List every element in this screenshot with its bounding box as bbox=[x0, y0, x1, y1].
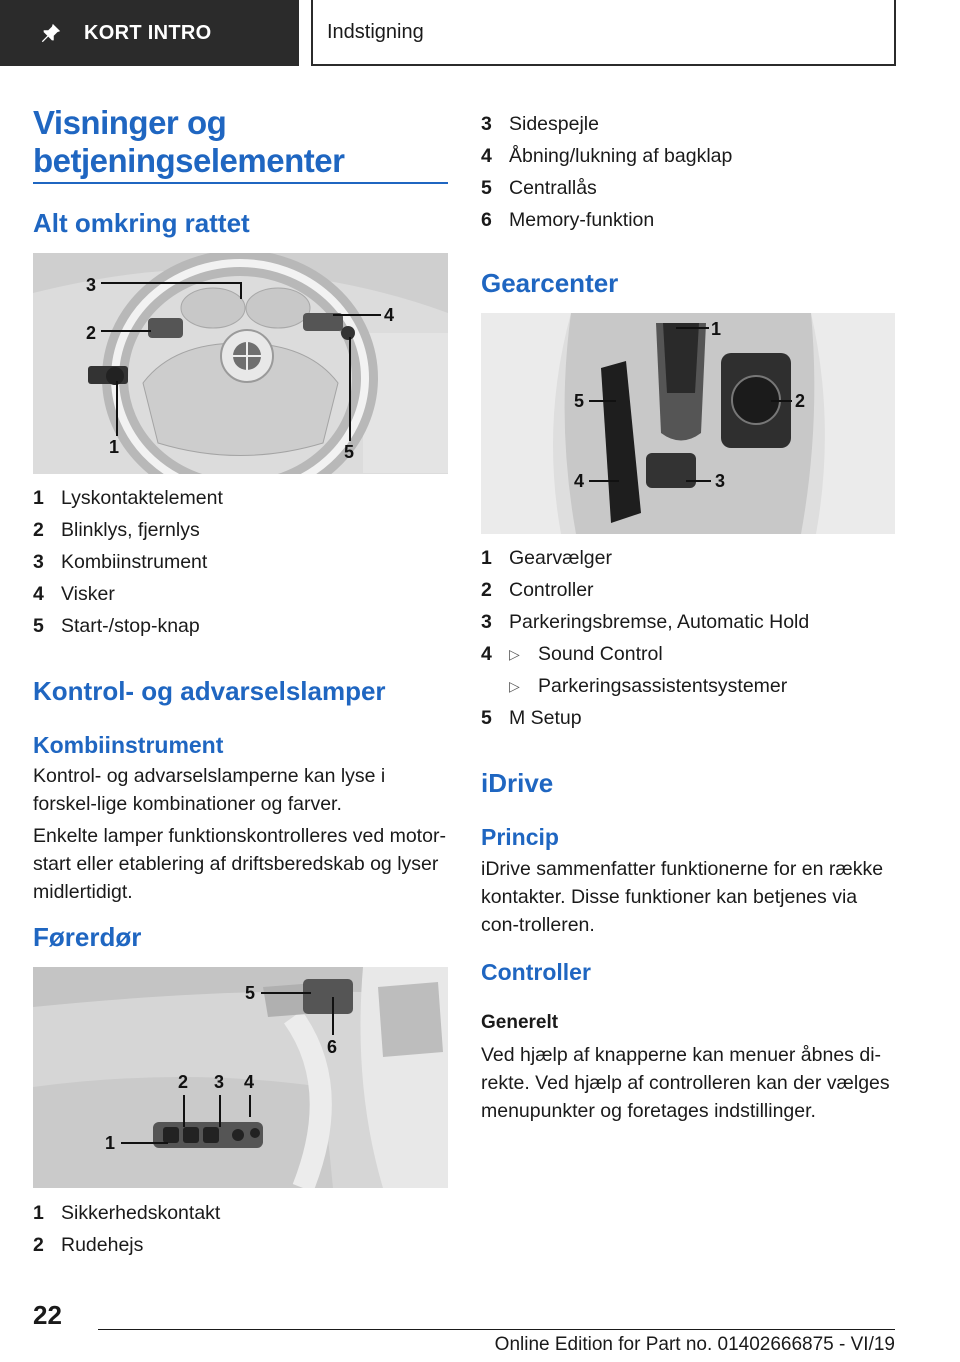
idrive-paragraph-1: iDrive sammenfatter funktionerne for en række kontakter. Disse funktioner kan betjenes via con-trolleren. bbox=[481, 858, 884, 936]
callout-1: 1 bbox=[105, 1133, 116, 1153]
list-item: 1 Gearvælger bbox=[481, 546, 612, 569]
idrive-heading: iDrive bbox=[481, 768, 554, 798]
list-item: 2 Blinklys, fjernlys bbox=[33, 518, 200, 541]
list-item: 6 Memory-funktion bbox=[481, 208, 655, 231]
callout-1: 1 bbox=[711, 319, 722, 339]
callout-4: 4 bbox=[244, 1072, 255, 1092]
list-item: 5 M Setup bbox=[481, 706, 582, 729]
list-item: 3 Parkeringsbremse, Automatic Hold bbox=[481, 610, 810, 633]
chapter-label: Indstigning bbox=[327, 20, 424, 43]
gear-center-list bbox=[481, 542, 896, 734]
list-item: 4 Åbning/lukning af bagklap bbox=[481, 144, 733, 167]
section-tab[interactable] bbox=[0, 0, 299, 66]
driver-door-list-left bbox=[33, 1197, 448, 1261]
callout-2: 2 bbox=[795, 391, 806, 411]
callout-3: 3 bbox=[715, 471, 726, 491]
callout-2: 2 bbox=[86, 323, 97, 343]
list-item: 1 Sikkerhedskontakt bbox=[33, 1201, 221, 1224]
driver-door-list-right bbox=[481, 108, 896, 236]
list-item: 2 Controller bbox=[481, 578, 594, 601]
list-item: 3 Sidespejle bbox=[481, 112, 599, 135]
steering-list bbox=[33, 482, 448, 642]
list-item: 1 Lyskontaktelement bbox=[33, 486, 223, 509]
princip-heading: Princip bbox=[481, 824, 559, 850]
footer-edition: Online Edition for Part no. 01402666875 - VI/19 bbox=[494, 1334, 895, 1355]
pushpin-icon bbox=[40, 22, 62, 44]
chapter-tab[interactable] bbox=[311, 0, 896, 66]
kombiinstrument-heading: Kombiinstrument bbox=[33, 732, 224, 758]
driver-door-figure bbox=[33, 967, 448, 1188]
section-label: KORT INTRO bbox=[84, 21, 212, 44]
gear-center-figure bbox=[481, 313, 895, 534]
page-number: 22 bbox=[33, 1300, 62, 1330]
steering-heading: Alt omkring rattet bbox=[33, 208, 250, 238]
warning-lights-heading: Kontrol- og advarselslamper bbox=[33, 676, 386, 706]
list-item: 4 Visker bbox=[33, 582, 115, 605]
warning-lights-paragraph-2: Enkelte lamper funktionskontrolleres ved motor-start eller etablering af driftsberedskab og lyser midlertidigt. bbox=[33, 825, 446, 903]
callout-3: 3 bbox=[86, 275, 97, 295]
callout-6: 6 bbox=[327, 1037, 338, 1057]
list-item: 4 ▷ Sound Control bbox=[481, 642, 663, 665]
page-title: Visninger og betjeningselementer bbox=[33, 104, 345, 179]
callout-4: 4 bbox=[384, 305, 395, 325]
driver-door-illustration bbox=[33, 967, 448, 1188]
idrive-paragraph-2: Ved hjælp af knapperne kan menuer åbnes di-rekte. Ved hjælp af controlleren kan der vælges menupunkter og foretages indstillinger. bbox=[481, 1044, 890, 1122]
callout-2: 2 bbox=[178, 1072, 189, 1092]
driver-door-heading: Førerdør bbox=[33, 922, 142, 952]
steering-wheel-illustration bbox=[33, 253, 448, 474]
callout-3: 3 bbox=[214, 1072, 225, 1092]
warning-lights-paragraph-1: Kontrol- og advarselslamperne kan lyse i forskel-lige kombinationer og farver. bbox=[33, 765, 386, 815]
list-item: 2 Rudehejs bbox=[33, 1233, 144, 1256]
list-item: ▷ Parkeringsassistentsystemer bbox=[509, 674, 788, 697]
callout-5: 5 bbox=[245, 983, 256, 1003]
list-item: 5 Centrallås bbox=[481, 176, 597, 199]
list-item: 5 Start-/stop-knap bbox=[33, 614, 200, 637]
triangle-bullet-icon: ▷ bbox=[509, 677, 520, 694]
callout-1: 1 bbox=[109, 437, 120, 457]
callout-5: 5 bbox=[344, 442, 355, 462]
callout-4: 4 bbox=[574, 471, 585, 491]
generelt-heading: Generelt bbox=[481, 1012, 559, 1033]
list-item: 3 Kombiinstrument bbox=[33, 550, 208, 573]
gear-center-heading: Gearcenter bbox=[481, 268, 619, 298]
footer-rule bbox=[98, 1329, 895, 1330]
callout-5: 5 bbox=[574, 391, 585, 411]
steering-wheel-figure bbox=[33, 253, 448, 474]
gear-center-illustration bbox=[481, 313, 895, 534]
title-rule bbox=[33, 182, 448, 184]
controller-heading: Controller bbox=[481, 959, 591, 985]
triangle-bullet-icon: ▷ bbox=[509, 645, 520, 662]
